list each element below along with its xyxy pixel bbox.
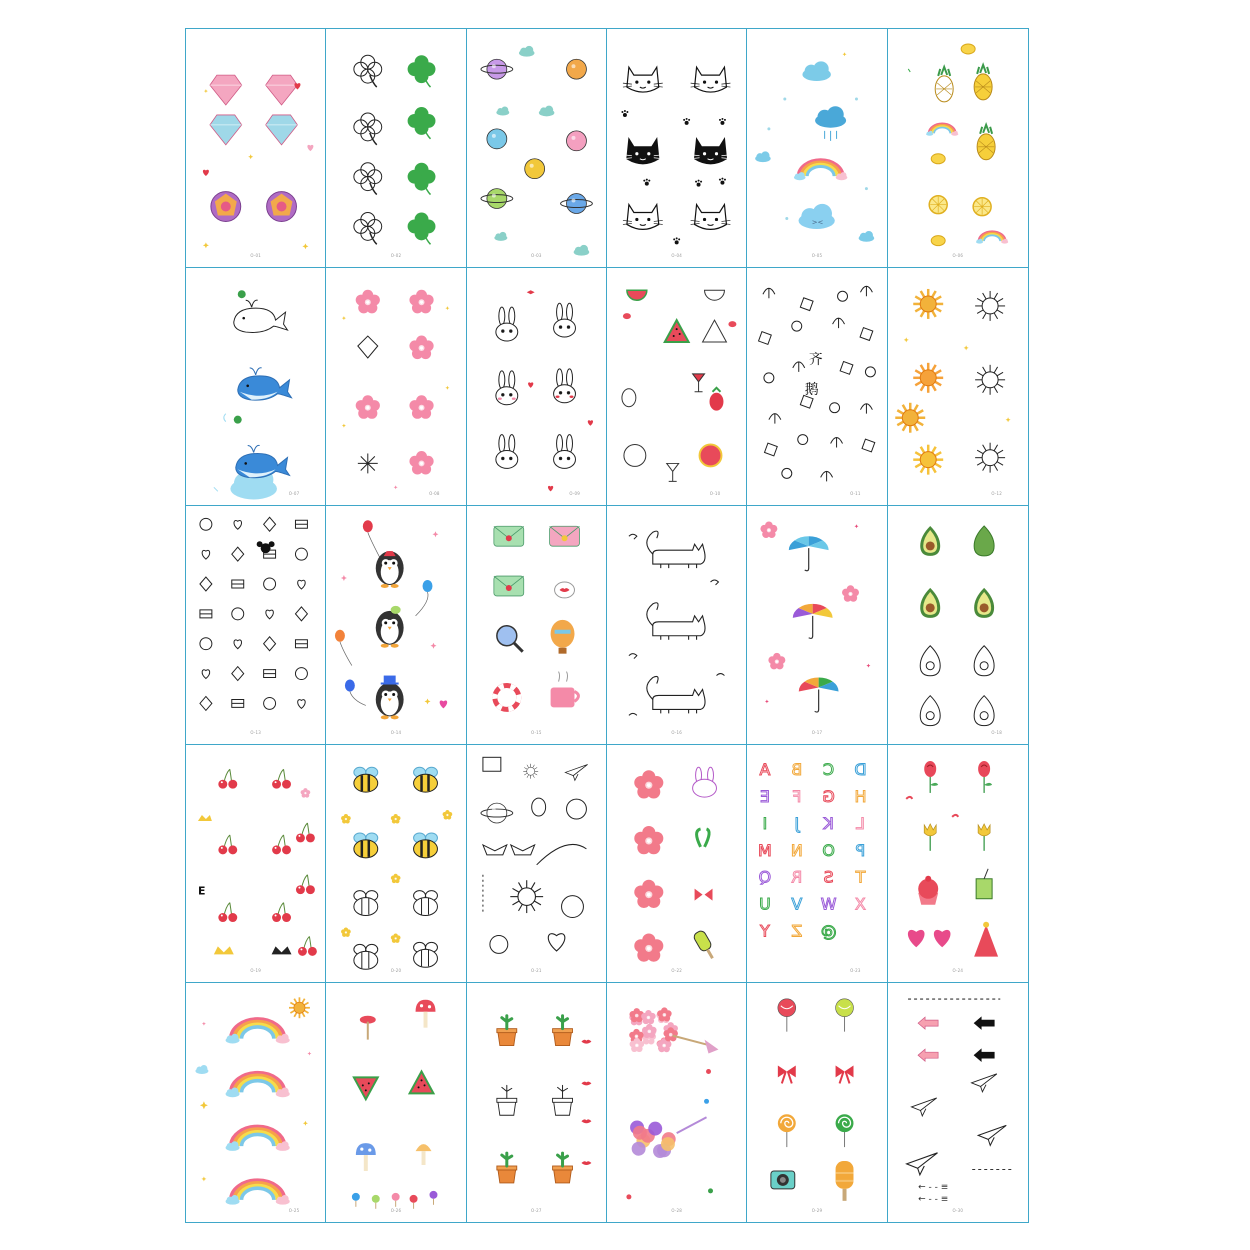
svg-text:M: M (758, 840, 773, 860)
svg-text:E: E (197, 884, 206, 898)
sticker-code: O-28 (671, 1208, 682, 1213)
sticker-code: O-11 (850, 491, 861, 497)
cactus-stickers (467, 983, 606, 1222)
sticker-card-lollipop (747, 983, 887, 1222)
svg-text:V: V (791, 894, 803, 914)
svg-text:← - - ≡: ← - - ≡ (917, 1182, 948, 1193)
cat-stickers (607, 29, 746, 267)
svg-text:I: I (762, 813, 768, 833)
svg-text:F: F (792, 786, 802, 806)
sticker-code: O-18 (991, 729, 1002, 735)
envelope-stickers (467, 506, 606, 744)
sticker-code: O-30 (952, 1208, 964, 1213)
sticker-code: O-16 (671, 729, 682, 735)
sticker-code: O-22 (671, 968, 682, 974)
svg-text:@: @ (820, 921, 837, 941)
svg-text:S: S (823, 867, 834, 887)
svg-text:C: C (823, 760, 835, 780)
svg-text:鹅: 鹅 (805, 381, 819, 398)
planet-stickers (467, 29, 606, 267)
sticker-code: O-23 (850, 968, 861, 974)
cherry-stickers (186, 745, 325, 983)
sticker-card-envelope (467, 506, 607, 745)
svg-text:><: >< (812, 218, 824, 227)
line-cat-stickers (607, 506, 746, 744)
mushroom-stickers (326, 983, 465, 1222)
sticker-card-sun (888, 268, 1028, 507)
sticker-code: O-05 (811, 252, 823, 258)
sticker-code: O-20 (390, 968, 402, 974)
sticker-card-umbrella (747, 506, 887, 745)
sticker-code: O-26 (390, 1208, 402, 1213)
sticker-code: O-27 (531, 1208, 542, 1213)
sticker-card-penguin (326, 506, 466, 745)
sticker-card-bunny (467, 268, 607, 507)
svg-text:B: B (791, 760, 803, 780)
sun-stickers (888, 268, 1028, 506)
svg-text:Y: Y (760, 921, 771, 941)
sticker-code: O-13 (250, 729, 261, 735)
sticker-code: O-24 (952, 968, 964, 974)
sticker-code: O-19 (250, 968, 261, 974)
sticker-card-line-icons (186, 506, 326, 745)
sticker-card-cat (607, 29, 747, 268)
clover-stickers (326, 29, 465, 267)
svg-text:N: N (791, 840, 804, 860)
sticker-card-doodle (747, 268, 887, 507)
svg-text:O: O (822, 840, 836, 860)
sticker-card-bee (326, 745, 466, 984)
sticker-card-watermelon (607, 268, 747, 507)
sticker-code: O-07 (288, 491, 300, 497)
avocado-stickers (888, 506, 1028, 744)
svg-text:← - - ≡: ← - - ≡ (917, 1194, 948, 1205)
rose-party-stickers (888, 745, 1028, 983)
sticker-code: O-10 (709, 491, 721, 497)
svg-text:P: P (855, 840, 866, 860)
sticker-code: O-29 (811, 1208, 823, 1213)
sticker-card-whale (186, 268, 326, 507)
sticker-code: O-09 (569, 491, 580, 497)
svg-text:E: E (760, 786, 771, 806)
bouquet-stickers (607, 983, 746, 1222)
sticker-card-line-cat (607, 506, 747, 745)
svg-text:T: T (855, 867, 866, 887)
sticker-card-pineapple (888, 29, 1028, 268)
svg-text:Z: Z (791, 921, 803, 941)
sticker-card-alphabet (747, 745, 887, 984)
svg-text:R: R (791, 867, 803, 887)
sticker-code: O-25 (288, 1208, 300, 1213)
umbrella-stickers (747, 506, 886, 744)
svg-text:K: K (823, 813, 835, 833)
sticker-code: O-02 (390, 252, 402, 258)
sticker-card-avocado (888, 506, 1028, 745)
sticker-card-space-doodle (467, 745, 607, 984)
sticker-card-clover (326, 29, 466, 268)
sticker-code: O-01 (250, 252, 261, 258)
doodle-stickers (747, 268, 886, 506)
sticker-card-planet (467, 29, 607, 268)
sticker-code: O-21 (531, 968, 542, 974)
diamond-stickers (186, 29, 325, 267)
svg-text:Q: Q (758, 867, 772, 887)
sticker-code: O-14 (390, 729, 402, 735)
sticker-code: O-12 (991, 491, 1002, 497)
sticker-card-cloud (747, 29, 887, 268)
svg-text:L: L (856, 813, 866, 833)
svg-text:J: J (794, 813, 800, 833)
sticker-card-cactus (467, 983, 607, 1222)
sticker-card-rainbow (186, 983, 326, 1222)
sticker-card-bouquet (607, 983, 747, 1222)
flower-bunny-stickers (607, 745, 746, 983)
svg-text:D: D (854, 760, 867, 780)
bee-stickers (326, 745, 465, 983)
sticker-code: O-03 (531, 252, 542, 258)
sticker-card-diamond (186, 29, 326, 268)
sticker-code: O-15 (531, 729, 542, 735)
sticker-code: O-17 (811, 729, 823, 735)
sticker-card-mushroom (326, 983, 466, 1222)
watermelon-stickers (607, 268, 746, 506)
svg-text:G: G (822, 786, 836, 806)
svg-text:齐: 齐 (809, 351, 823, 368)
whale-stickers (186, 268, 325, 506)
line-icon-stickers (186, 506, 325, 744)
svg-text:H: H (854, 786, 867, 806)
sticker-code: O-08 (429, 491, 440, 497)
sticker-card-arrows (888, 983, 1028, 1222)
sticker-code: O-06 (952, 252, 964, 258)
cloud-stickers (747, 29, 886, 267)
lollipop-stickers (747, 983, 886, 1222)
penguin-stickers (326, 506, 465, 744)
sticker-card-rose-party (888, 745, 1028, 984)
rainbow-stickers (186, 983, 325, 1222)
bunny-stickers (467, 268, 606, 506)
pink-flower-stickers (326, 268, 465, 506)
sticker-card-cherry (186, 745, 326, 984)
svg-text:U: U (759, 894, 772, 914)
sticker-code: O-04 (671, 252, 682, 258)
svg-text:A: A (759, 760, 771, 780)
pineapple-stickers (888, 29, 1028, 267)
arrow-stickers (888, 983, 1028, 1222)
space-doodle-stickers (467, 745, 606, 983)
sticker-card-pink-flower (326, 268, 466, 507)
tattoo-sticker-sheet (185, 28, 1029, 1223)
alphabet-stickers (747, 745, 886, 983)
svg-text:X: X (855, 894, 867, 914)
sticker-card-flower-bunny (607, 745, 747, 984)
svg-text:W: W (821, 894, 837, 914)
